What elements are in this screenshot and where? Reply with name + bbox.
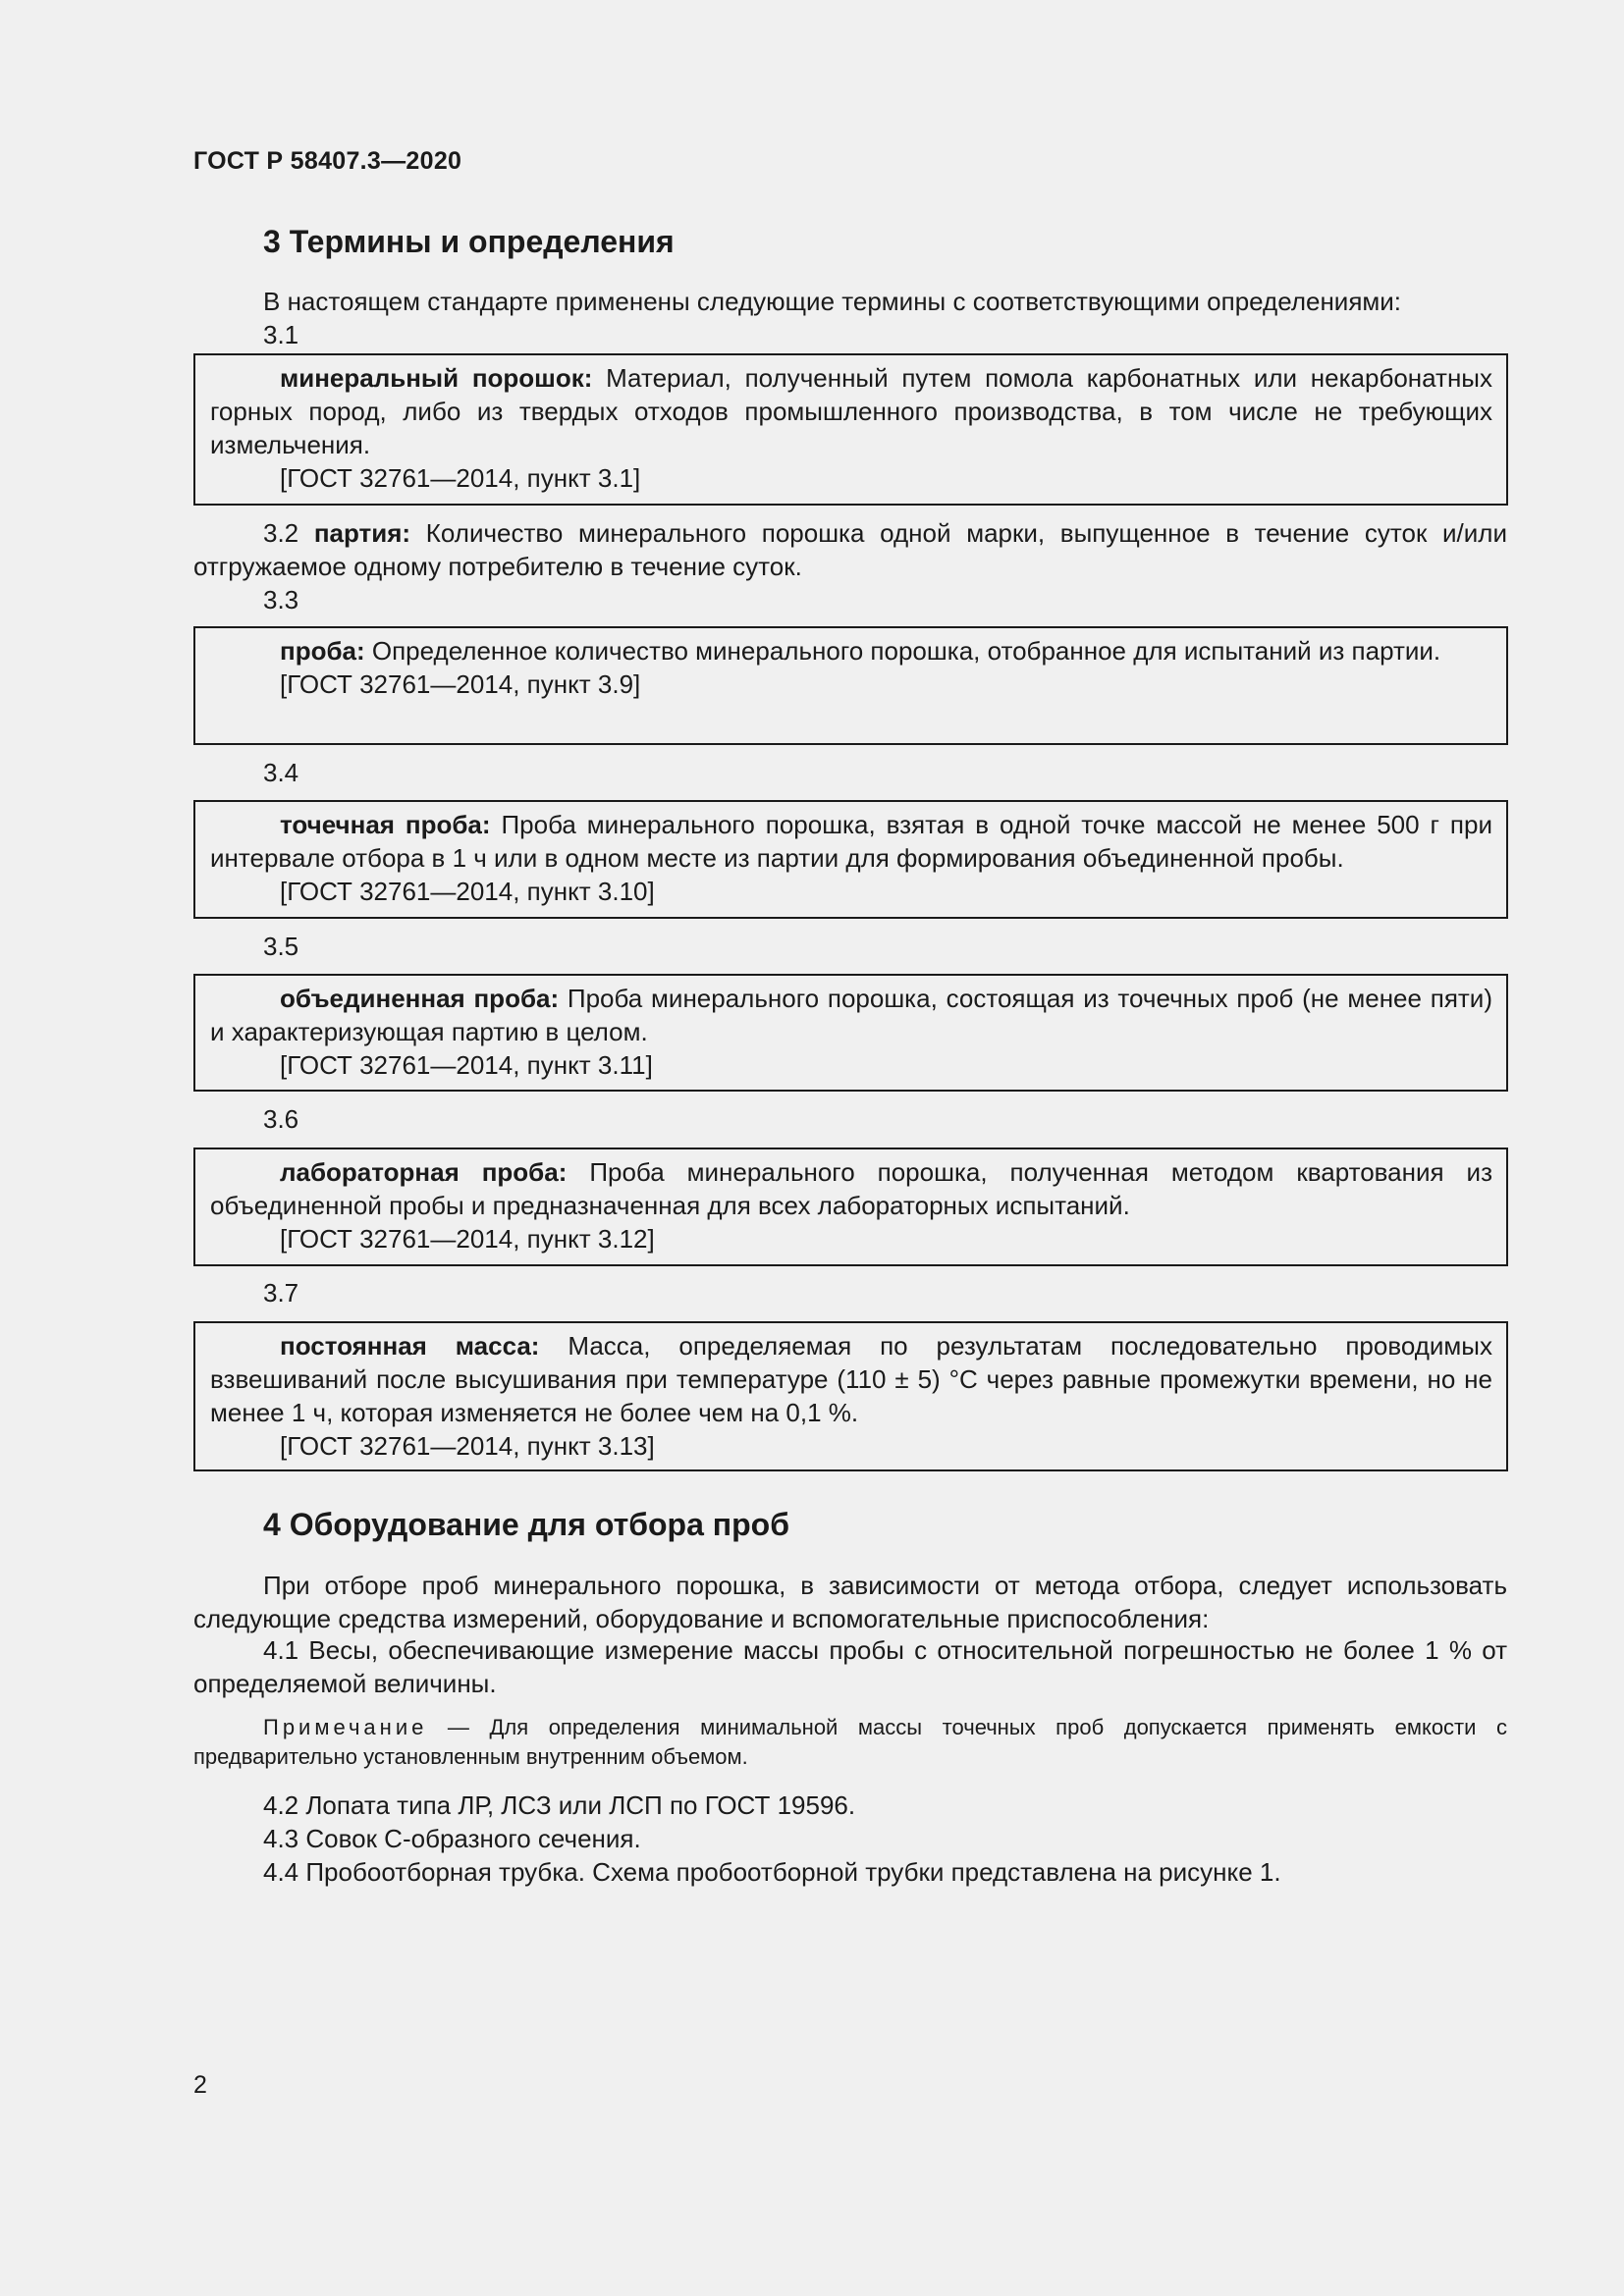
term-number: 3.3 — [263, 585, 299, 614]
term-definition: Количество минерального порошка одной марки, выпущенное в течение суток и/или отгружаемое одному потребителю в течение суток. — [193, 518, 1507, 581]
term-source: [ГОСТ 32761—2014, пункт 3.1] — [280, 463, 641, 493]
term-number: 3.4 — [263, 758, 299, 787]
term-definition: проба: Определенное количество минерального порошка, отобранное для испытаний из партии. — [280, 636, 1441, 666]
term-source: [ГОСТ 32761—2014, пункт 3.11] — [280, 1050, 653, 1080]
term-source: [ГОСТ 32761—2014, пункт 3.9] — [280, 669, 641, 699]
term-box — [193, 974, 1508, 1092]
term-definition: минеральный порошок: Материал, полученный путем помола карбонатных или некарбонатных горных пород, либо из твердых отходов промышленного производства, в том числе не требующих измельчения. — [210, 363, 1492, 459]
term-paragraph — [193, 516, 1507, 583]
page-number: 2 — [193, 2071, 207, 2099]
term-number: 3.1 — [263, 320, 299, 349]
term-number: 3.6 — [263, 1104, 299, 1134]
paragraph-4-4: 4.4 Пробоотборная трубка. Схема пробоотборной трубки представлена на рисунке 1. — [263, 1857, 1281, 1887]
term-name: минеральный порошок: — [280, 363, 593, 393]
term-definition: постоянная масса: Масса, определяемая по результатам последовательно проводимых взвешиваний после высушивания при температуре (110 ± 5) °С через равные промежутки времени, но не менее 1 ч, которая изменяется не более чем на 0,1 %. — [210, 1331, 1492, 1427]
note-label: Примечание — [263, 1715, 428, 1739]
term-name: проба: — [280, 636, 365, 666]
term-name: точечная проба: — [280, 810, 491, 839]
paragraph-4-3: 4.3 Совок С-образного сечения. — [263, 1824, 641, 1853]
term-name: постоянная масса: — [280, 1331, 540, 1361]
term-number: 3.7 — [263, 1278, 299, 1308]
term-definition: объединенная проба: Проба минерального порошка, состоящая из точечных проб (не менее пяти) и характеризующая партию в целом. — [210, 984, 1492, 1046]
paragraph-4-1: 4.1 Весы, обеспечивающие измерение массы пробы с относительной погрешностью не более 1 % от определяемой величины. — [193, 1635, 1507, 1698]
term-box — [193, 1148, 1508, 1266]
term-name: партия: — [313, 518, 411, 548]
term-box — [193, 626, 1508, 745]
section-3-intro: В настоящем стандарте применены следующие термины с соответствующими определениями: — [263, 287, 1402, 316]
term-definition: точечная проба: Проба минерального порошка, взятая в одной точке массой не менее 500 г при интервале отбора в 1 ч или в одном месте из партии для формирования объединенной пробы. — [210, 810, 1492, 873]
term-source: [ГОСТ 32761—2014, пункт 3.13] — [280, 1431, 655, 1461]
section-3-title: 3 Термины и определения — [263, 224, 675, 259]
section-4-intro: При отборе проб минерального порошка, в зависимости от метода отбора, следует использовать следующие средства измерений, оборудование и вспомогательные приспособления: — [193, 1571, 1507, 1633]
section-4-title: 4 Оборудование для отбора проб — [263, 1507, 789, 1542]
note — [193, 1713, 1507, 1772]
term-definition: лабораторная проба: Проба минерального порошка, полученная методом квартования из объединенной пробы и предназначенная для всех лабораторных испытаний. — [210, 1157, 1492, 1220]
term-box — [193, 353, 1508, 506]
term-box — [193, 800, 1508, 919]
term-number: 3.2 — [263, 518, 299, 548]
term-name: объединенная проба: — [280, 984, 560, 1013]
term-name: лабораторная проба: — [280, 1157, 568, 1187]
term-number: 3.5 — [263, 932, 299, 961]
term-source: [ГОСТ 32761—2014, пункт 3.12] — [280, 1224, 655, 1254]
note-text: — Для определения минимальной массы точечных проб допускается применять емкости с предварительно установленным внутренним объемом. — [193, 1715, 1507, 1769]
paragraph-4-2: 4.2 Лопата типа ЛР, ЛСЗ или ЛСП по ГОСТ 19596. — [263, 1790, 856, 1820]
document-code: ГОСТ Р 58407.3—2020 — [193, 147, 462, 175]
term-box — [193, 1321, 1508, 1471]
term-source: [ГОСТ 32761—2014, пункт 3.10] — [280, 877, 655, 906]
